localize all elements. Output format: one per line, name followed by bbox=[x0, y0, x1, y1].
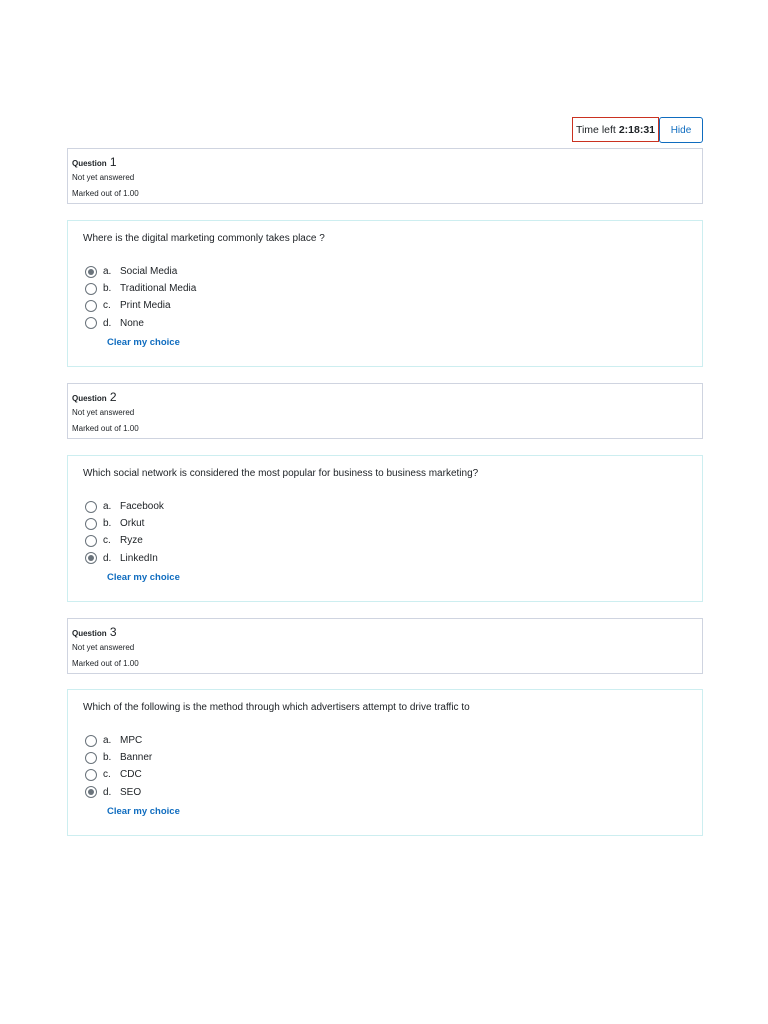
answer-option-a[interactable]: a. Facebook bbox=[83, 498, 687, 515]
radio-button[interactable] bbox=[85, 501, 97, 513]
question-state: Not yet answered bbox=[72, 408, 135, 417]
radio-button[interactable] bbox=[85, 769, 97, 781]
timer-label: Time left bbox=[575, 123, 616, 136]
answer-option-d[interactable]: d. SEO bbox=[83, 784, 687, 801]
answer-options bbox=[83, 498, 687, 567]
answer-option-c[interactable]: c. Print Media bbox=[83, 297, 687, 314]
timer-value: 2:18:31 bbox=[618, 123, 656, 136]
answer-text: Traditional Media bbox=[120, 283, 197, 295]
radio-button[interactable] bbox=[85, 752, 97, 764]
answer-text: MPC bbox=[120, 735, 143, 747]
radio-button[interactable] bbox=[85, 552, 97, 564]
answer-option-a[interactable]: a. Social Media bbox=[83, 263, 687, 280]
answer-option-d[interactable]: d. LinkedIn bbox=[83, 550, 687, 567]
question-number: Question 1 bbox=[72, 155, 117, 169]
answer-text: Print Media bbox=[120, 300, 171, 312]
radio-button[interactable] bbox=[85, 735, 97, 747]
answer-options bbox=[83, 263, 687, 332]
question-text: Which social network is considered the most popular for business to business marketing? bbox=[83, 468, 479, 479]
answer-text: Facebook bbox=[120, 501, 164, 513]
answer-text: LinkedIn bbox=[120, 552, 158, 564]
answer-option-a[interactable]: a. MPC bbox=[83, 732, 687, 749]
radio-button[interactable] bbox=[85, 266, 97, 278]
radio-button[interactable] bbox=[85, 786, 97, 798]
radio-button[interactable] bbox=[85, 317, 97, 329]
answer-text: SEO bbox=[120, 786, 142, 798]
answer-options bbox=[83, 732, 687, 801]
question-grade: Marked out of 1.00 bbox=[72, 189, 139, 198]
answer-option-b[interactable]: b. Traditional Media bbox=[83, 280, 687, 297]
question-text: Where is the digital marketing commonly takes place ? bbox=[83, 233, 325, 244]
clear-choice-link[interactable]: Clear my choice bbox=[107, 571, 180, 583]
answer-text: None bbox=[120, 317, 144, 329]
question-1-info bbox=[67, 148, 703, 204]
answer-text: Social Media bbox=[120, 266, 178, 278]
question-2-content bbox=[67, 455, 703, 602]
answer-option-d[interactable]: d. None bbox=[83, 315, 687, 332]
question-number: Question 2 bbox=[72, 390, 117, 404]
question-1-content bbox=[67, 220, 703, 367]
question-grade: Marked out of 1.00 bbox=[72, 424, 139, 433]
question-number: Question 3 bbox=[72, 625, 117, 639]
question-state: Not yet answered bbox=[72, 643, 135, 652]
radio-button[interactable] bbox=[85, 300, 97, 312]
answer-option-c[interactable]: c. Ryze bbox=[83, 532, 687, 549]
radio-button[interactable] bbox=[85, 518, 97, 530]
answer-text: CDC bbox=[120, 769, 142, 781]
answer-option-c[interactable]: c. CDC bbox=[83, 766, 687, 783]
question-grade: Marked out of 1.00 bbox=[72, 659, 139, 668]
question-text: Which of the following is the method through which advertisers attempt to drive traffic to bbox=[83, 702, 470, 713]
answer-text: Ryze bbox=[120, 535, 143, 547]
answer-option-b[interactable]: b. Orkut bbox=[83, 515, 687, 532]
clear-choice-link[interactable]: Clear my choice bbox=[107, 805, 180, 817]
answer-text: Banner bbox=[120, 752, 153, 764]
question-state: Not yet answered bbox=[72, 173, 135, 182]
quiz-timer bbox=[572, 117, 659, 142]
answer-option-b[interactable]: b. Banner bbox=[83, 749, 687, 766]
question-2-info bbox=[67, 383, 703, 439]
question-3-content bbox=[67, 689, 703, 836]
clear-choice-link[interactable]: Clear my choice bbox=[107, 336, 180, 348]
answer-text: Orkut bbox=[120, 518, 145, 530]
question-3-info bbox=[67, 618, 703, 674]
radio-button[interactable] bbox=[85, 283, 97, 295]
radio-button[interactable] bbox=[85, 535, 97, 547]
hide-timer-button[interactable]: Hide bbox=[659, 117, 703, 143]
